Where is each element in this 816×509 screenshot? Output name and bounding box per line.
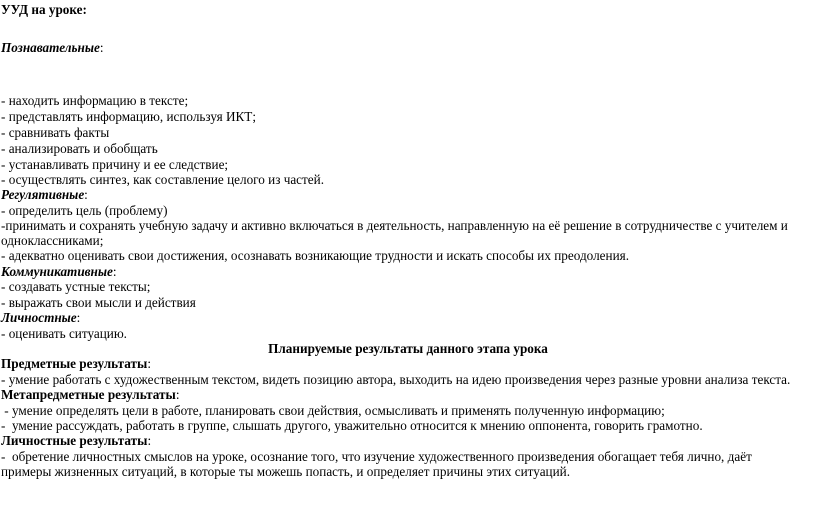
- personal-results-colon: :: [147, 433, 152, 448]
- regulatory-item: одноклассниками;: [1, 233, 104, 248]
- cognitive-item: - находить информацию в тексте;: [1, 93, 189, 108]
- communicative-item: - создавать устные тексты;: [1, 279, 151, 294]
- metasubject-results-colon: :: [175, 387, 180, 402]
- cognitive-colon: :: [99, 40, 104, 55]
- subject-results-item: - умение работать с художественным текстом, видеть позицию автора, выходить на идею произведения через разные уровни анализа текста.: [1, 372, 791, 387]
- cognitive-title: Познавательные: [1, 40, 100, 55]
- cognitive-item: - осуществлять синтез, как составление целого из частей.: [1, 172, 325, 187]
- communicative-item: - выражать свои мысли и действия: [1, 295, 196, 310]
- regulatory-item: -принимать и сохранять учебную задачу и активно включаться в деятельность, направленную на её решение в сотрудничестве с учителем и: [1, 218, 788, 233]
- cognitive-item: - устанавливать причину и ее следствие;: [1, 157, 229, 172]
- personal-section-title: [1, 310, 80, 326]
- regulatory-section-title: [1, 187, 88, 203]
- uud-heading: УУД на уроке:: [1, 2, 87, 17]
- personal-item: - оценивать ситуацию.: [1, 326, 127, 341]
- regulatory-item: - адекватно оценивать свои достижения, осознавать возникающие трудности и искать способы их преодоления.: [1, 248, 629, 263]
- cognitive-item: - анализировать и обобщать: [1, 141, 158, 156]
- cognitive-item: - представлять информацию, используя ИКТ;: [1, 109, 257, 124]
- metasubject-results-item: - умение определять цели в работе, планировать свои действия, осмысливать и применять полученную информацию;: [1, 403, 665, 418]
- planned-results-title: Планируемые результаты данного этапа урока: [268, 341, 548, 356]
- personal-results-label: Личностные результаты: [1, 433, 148, 448]
- metasubject-results-label: Метапредметные результаты: [1, 387, 176, 402]
- subject-results-label: Предметные результаты: [1, 356, 148, 371]
- cognitive-section-title: [1, 40, 104, 56]
- metasubject-results-title: [1, 387, 180, 403]
- communicative-title: Коммуникативные: [1, 264, 113, 279]
- regulatory-title: Регулятивные: [1, 187, 85, 202]
- cognitive-item: - сравнивать факты: [1, 125, 110, 140]
- communicative-section-title: [1, 264, 117, 280]
- personal-results-title: [1, 433, 151, 449]
- metasubject-results-item: - умение рассуждать, работать в группе, слышать другого, уважительно относится к мнению оппонента, говорить грамотно.: [1, 418, 703, 433]
- personal-title: Личностные: [1, 310, 77, 325]
- personal-results-item: примеры жизненных ситуаций, в которые ты можешь попасть, и определяет причины этих ситуаций.: [1, 464, 571, 479]
- regulatory-colon: :: [84, 187, 88, 202]
- regulatory-item: - определить цель (проблему): [1, 203, 168, 218]
- personal-colon: :: [76, 310, 81, 325]
- subject-results-title: [1, 356, 151, 372]
- subject-results-colon: :: [147, 356, 151, 371]
- personal-results-item: - обретение личностных смыслов на уроке, осознание того, что изучение художественного произведения обогащает тебя лично, даёт: [1, 449, 752, 464]
- communicative-colon: :: [112, 264, 117, 279]
